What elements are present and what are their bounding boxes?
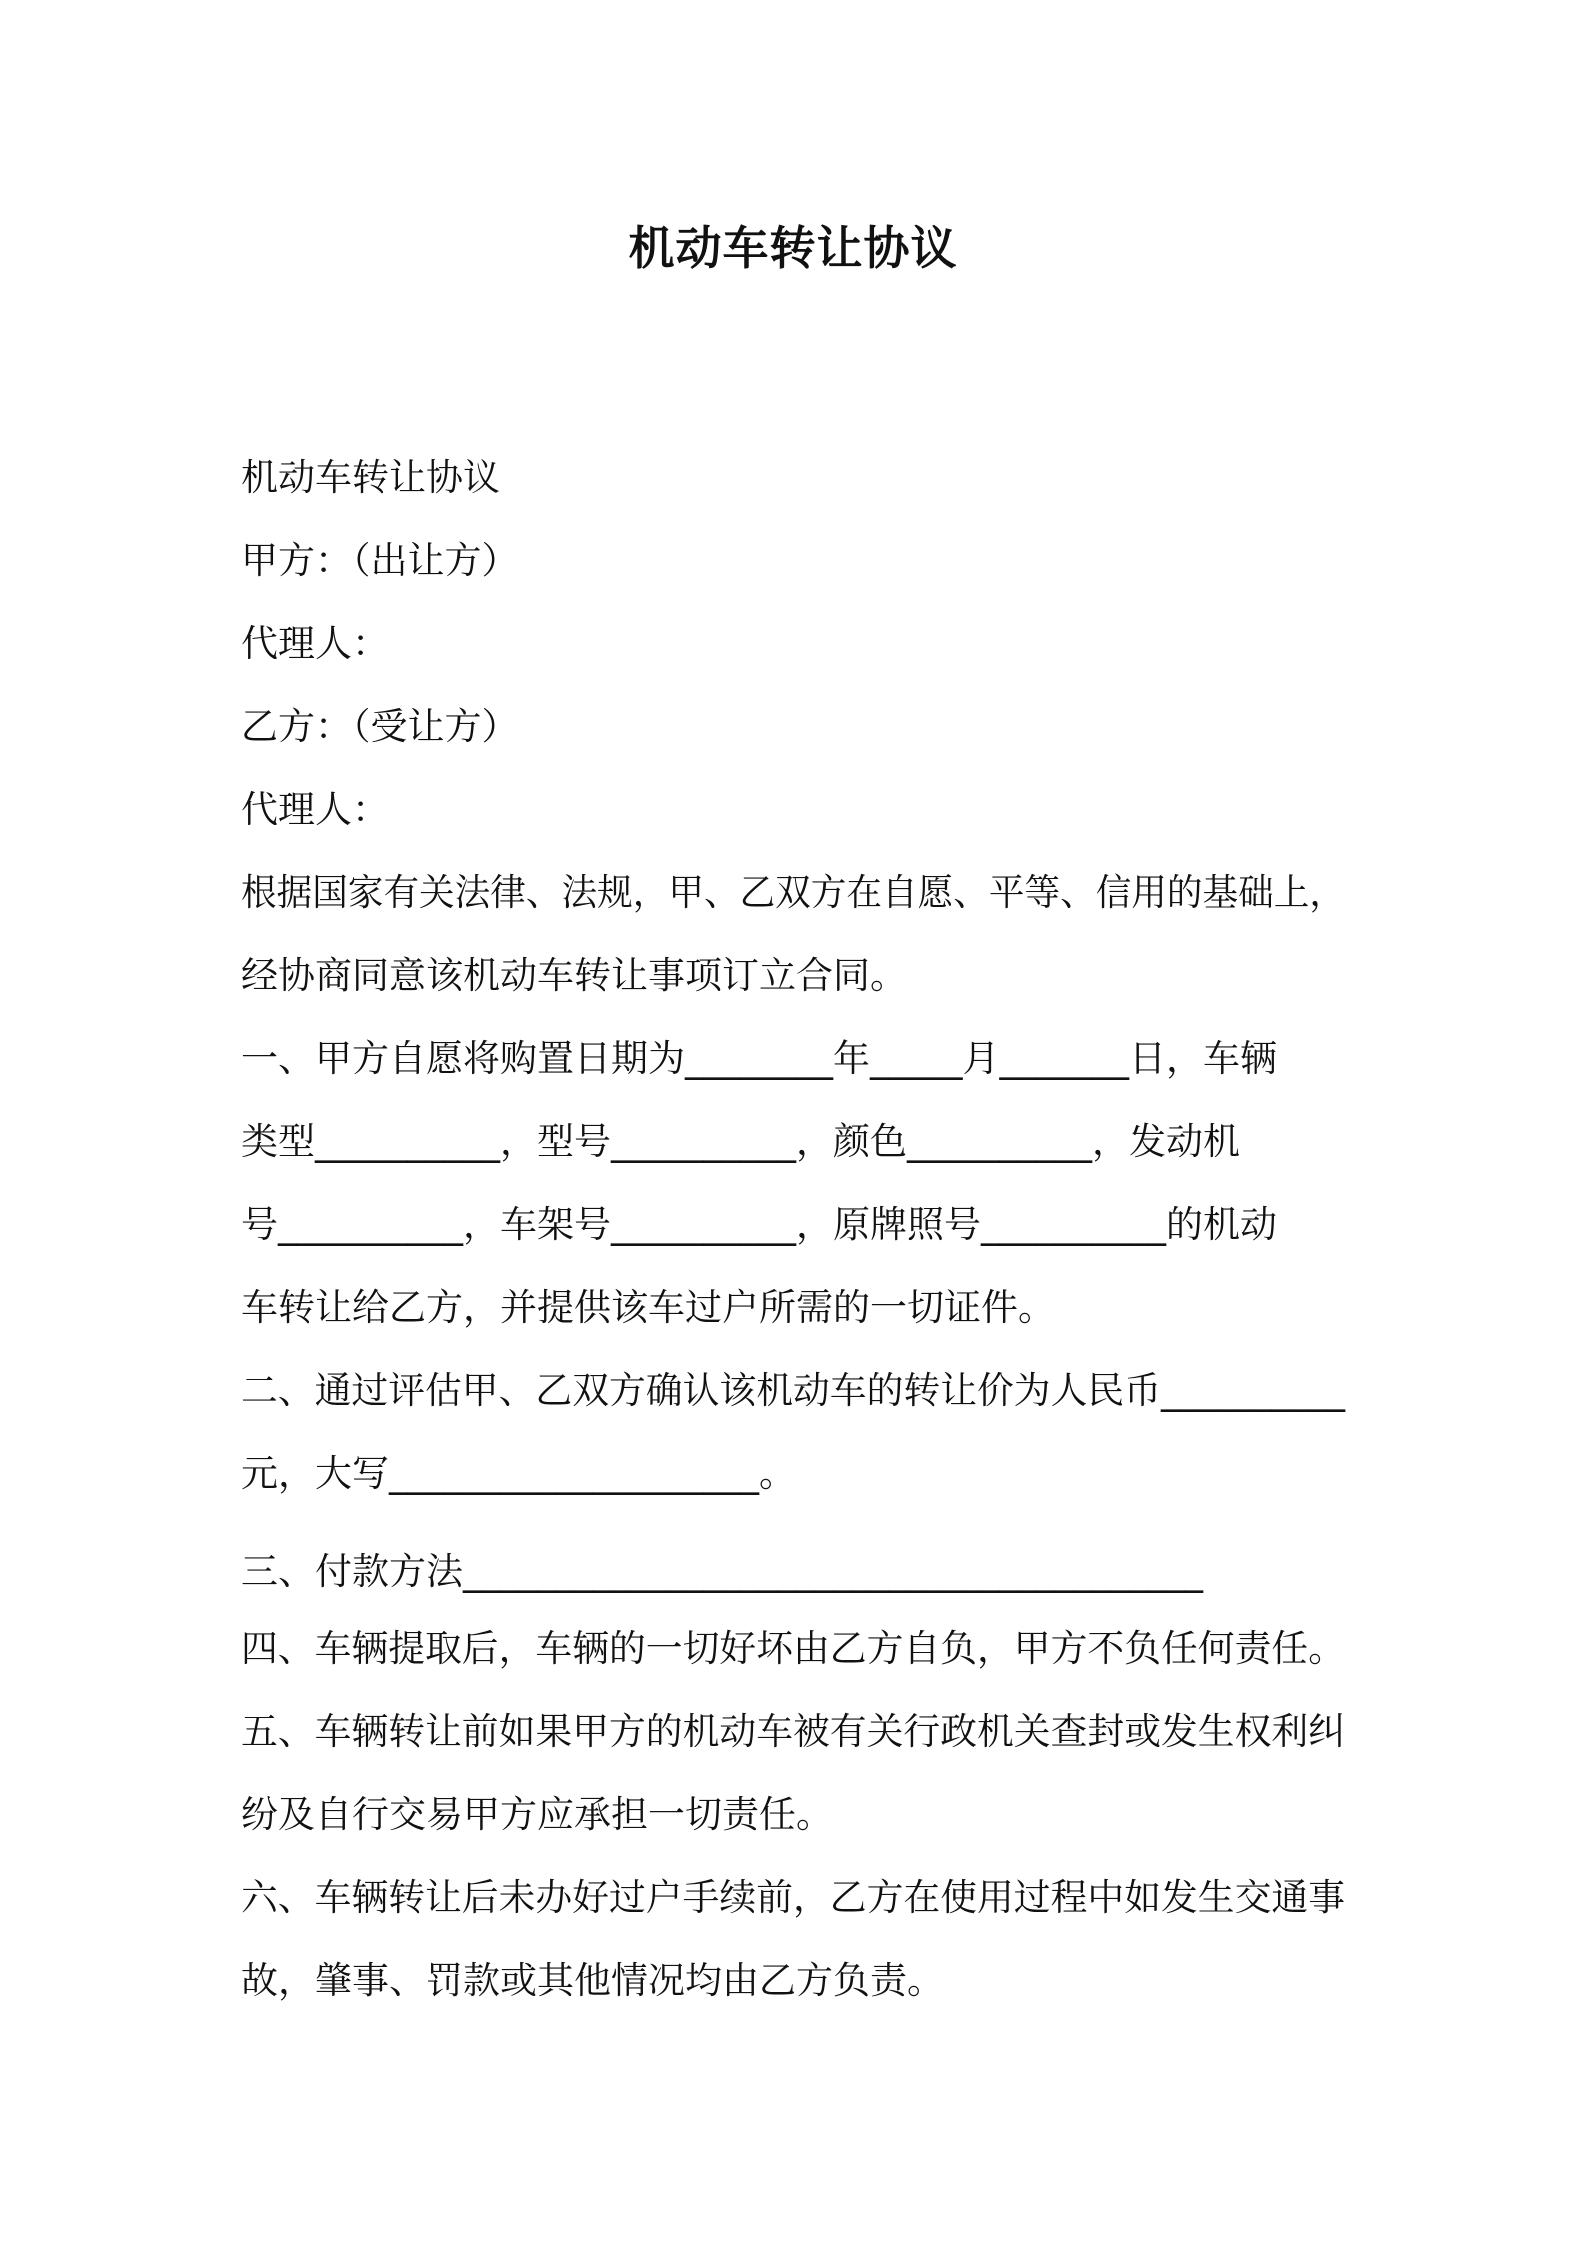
subtitle-line: 机动车转让协议 [241, 456, 500, 499]
clause-5-line-2: 纷及自行交易甲方应承担一切责任。 [241, 1793, 833, 1836]
clause-2-line-1: 二、通过评估甲、乙双方确认该机动车的转让价为人民币__________ [241, 1369, 1346, 1412]
preamble-line-1: 根据国家有关法律、法规，甲、乙双方在自愿、平等、信用的基础上， [241, 871, 1345, 914]
party-a-agent-line: 代理人： [241, 622, 389, 665]
preamble-line-2: 经协商同意该机动车转让事项订立合同。 [241, 954, 907, 997]
clause-5-line-1: 五、车辆转让前如果甲方的机动车被有关行政机关查封或发生权利纠 [241, 1710, 1346, 1753]
party-a-line: 甲方：（出让方） [241, 539, 519, 582]
document-title: 机动车转让协议 [628, 221, 958, 275]
clause-2-line-2: 元，大写____________________。 [241, 1452, 796, 1495]
party-b-agent-line: 代理人： [241, 788, 389, 831]
clause-1-line-2: 类型__________，型号__________，颜色__________，发动机 [241, 1120, 1240, 1163]
clause-4-line: 四、车辆提取后，车辆的一切好坏由乙方自负，甲方不负任何责任。 [241, 1627, 1346, 1670]
clause-6-line-2: 故，肇事、罚款或其他情况均由乙方负责。 [241, 1959, 944, 2002]
party-b-line: 乙方：（受让方） [241, 705, 519, 748]
clause-3-line: 三、付款方法________________________________________ [241, 1550, 1203, 1593]
clause-1-line-4: 车转让给乙方，并提供该车过户所需的一切证件。 [241, 1286, 1055, 1329]
clause-6-line-1: 六、车辆转让后未办好过户手续前，乙方在使用过程中如发生交通事 [241, 1876, 1346, 1919]
clause-1-line-3: 号__________，车架号__________，原牌照号__________的机动 [241, 1203, 1277, 1246]
clause-1-line-1: 一、甲方自愿将购置日期为________年_____月_______日，车辆 [241, 1037, 1277, 1080]
